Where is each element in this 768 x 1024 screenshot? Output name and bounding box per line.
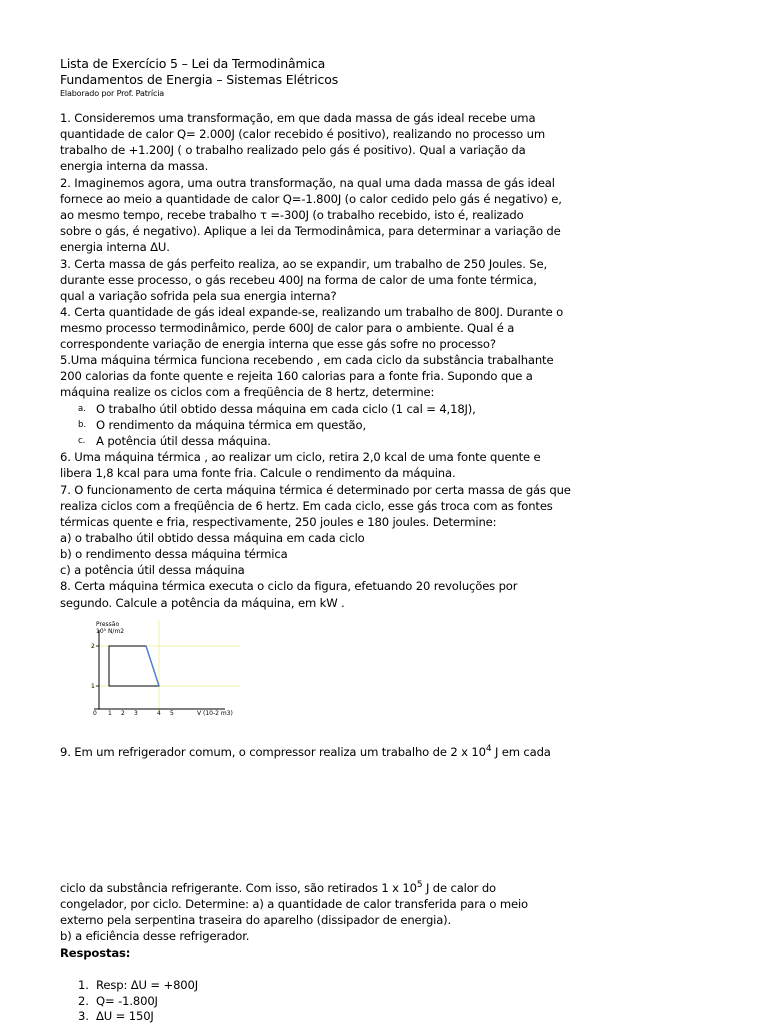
- question-9-line: congelador, por ciclo. Determine: a) a quantidade de calor transferida para o meio: [60, 897, 528, 911]
- question-1-line: quantidade de calor Q= 2.000J (calor recebido é positivo), realizando no processo um: [60, 127, 545, 141]
- x-tick-label: 1: [108, 710, 112, 717]
- question-9-text: J em cada: [491, 745, 551, 759]
- question-4-line: correspondente variação de energia interna que esse gás sofre no processo?: [60, 337, 496, 351]
- question-4-line: 4. Certa quantidade de gás ideal expande-se, realizando um trabalho de 800J. Durante o: [60, 305, 564, 319]
- x-tick-label: 2: [121, 710, 125, 717]
- question-6-line: libera 1,8 kcal para uma fonte fria. Calcule o rendimento da máquina.: [60, 466, 456, 480]
- question-2-line: sobre o gás, é negativo). Aplique a lei da Termodinâmica, para determinar a variação de: [60, 224, 561, 238]
- question-9-line: b) a eficiência desse refrigerador.: [60, 929, 250, 943]
- question-1-line: 1. Consideremos uma transformação, em que dada massa de gás ideal recebe uma: [60, 111, 536, 125]
- x-tick-label: 0: [93, 710, 97, 717]
- question-2-line: fornece ao meio a quantidade de calor Q=-1.800J (o calor cedido pelo gás é negativo) e,: [60, 192, 562, 206]
- question-7-line: térmicas quente e fria, respectivamente, 250 joules e 180 joules. Determine:: [60, 515, 497, 529]
- document-title: Lista de Exercício 5 – Lei da Termodinâmica: [60, 56, 326, 71]
- question-6-line: 6. Uma máquina térmica , ao realizar um ciclo, retira 2,0 kcal de uma fonte quente e: [60, 450, 541, 464]
- question-9-text: 9. Em um refrigerador comum, o compressor realiza um trabalho de 2 x 10: [60, 745, 486, 759]
- cycle-sloped-segment: [146, 646, 159, 686]
- answer-marker: 1.: [78, 978, 89, 992]
- x-axis-label: V (10-2 m3): [197, 710, 233, 717]
- answer-marker: 3.: [78, 1009, 89, 1023]
- question-8-line: segundo. Calcule a potência da máquina, em kW .: [60, 596, 345, 610]
- pv-cycle-figure: [60, 612, 240, 722]
- y-axis-label: Pressão: [96, 621, 120, 628]
- course-subtitle: Fundamentos de Energia – Sistemas Elétricos: [60, 72, 339, 87]
- list-marker: c.: [78, 436, 86, 446]
- question-7-line: c) a potência útil dessa máquina: [60, 563, 245, 577]
- question-7-line: a) o trabalho útil obtido dessa máquina em cada ciclo: [60, 531, 365, 545]
- question-5-item: O trabalho útil obtido dessa máquina em cada ciclo (1 cal = 4,18J),: [96, 402, 476, 416]
- question-9-text: ciclo da substância refrigerante. Com isso, são retirados 1 x 10: [60, 881, 417, 895]
- answer-item: Q= -1.800J: [96, 994, 158, 1008]
- x-tick-label: 4: [157, 710, 161, 717]
- x-tick-label: 3: [134, 710, 138, 717]
- question-9-text: J de calor do: [422, 881, 496, 895]
- answers-heading: Respostas:: [60, 946, 131, 960]
- exponent: 5: [416, 880, 423, 891]
- author-line: Elaborado por Prof. Patrícia: [60, 89, 165, 98]
- y-axis-unit: 10⁵ N/m2: [96, 628, 125, 635]
- answer-item: ΔU = 150J: [96, 1009, 154, 1023]
- question-3-line: 3. Certa massa de gás perfeito realiza, ao se expandir, um trabalho de 250 Joules. Se,: [60, 257, 547, 271]
- y-tick-label: 1: [91, 683, 95, 690]
- question-2-line: energia interna ΔU.: [60, 240, 170, 254]
- question-7-line: realiza ciclos com a freqüência de 6 hertz. Em cada ciclo, esse gás troca com as fontes: [60, 499, 553, 513]
- exponent: 4: [485, 744, 492, 755]
- question-1-line: energia interna da massa.: [60, 159, 209, 173]
- question-9-line: externo pela serpentina traseira do aparelho (dissipador de energia).: [60, 913, 452, 927]
- question-3-line: durante esse processo, o gás recebeu 400J na forma de calor de uma fonte térmica,: [60, 273, 537, 287]
- question-2-line: 2. Imaginemos agora, uma outra transformação, na qual uma dada massa de gás ideal: [60, 176, 555, 190]
- question-7-line: 7. O funcionamento de certa máquina térmica é determinado por certa massa de gás que: [60, 483, 571, 497]
- question-1-line: trabalho de +1.200J ( o trabalho realizado pelo gás é positivo). Qual a variação da: [60, 143, 526, 157]
- question-8-line: 8. Certa máquina térmica executa o ciclo da figura, efetuando 20 revoluções por: [60, 579, 518, 593]
- answer-marker: 2.: [78, 994, 89, 1008]
- question-4-line: mesmo processo termodinâmico, perde 600J de calor para o ambiente. Qual é a: [60, 321, 515, 335]
- y-tick-label: 2: [91, 643, 95, 650]
- question-5-line: 5.Uma máquina térmica funciona recebendo , em cada ciclo da substância trabalhante: [60, 353, 554, 367]
- question-5-line: 200 calorias da fonte quente e rejeita 160 calorias para a fonte fria. Supondo que a: [60, 369, 533, 383]
- question-3-line: qual a variação sofrida pela sua energia interna?: [60, 289, 337, 303]
- question-5-item: O rendimento da máquina térmica em questão,: [96, 418, 366, 432]
- list-marker: b.: [78, 420, 87, 430]
- question-9-line: [60, 880, 496, 896]
- list-marker: a.: [78, 404, 86, 414]
- cycle-path: [109, 646, 159, 686]
- question-7-line: b) o rendimento dessa máquina térmica: [60, 547, 288, 561]
- answer-item: Resp: ΔU = +800J: [96, 978, 199, 992]
- question-5-item: A potência útil dessa máquina.: [96, 434, 271, 448]
- question-5-line: máquina realize os ciclos com a freqüência de 8 hertz, determine:: [60, 385, 435, 399]
- question-2-line: ao mesmo tempo, recebe trabalho τ =-300J (o trabalho recebido, isto é, realizado: [60, 208, 524, 222]
- question-9-line: [60, 744, 551, 760]
- x-tick-label: 5: [170, 710, 174, 717]
